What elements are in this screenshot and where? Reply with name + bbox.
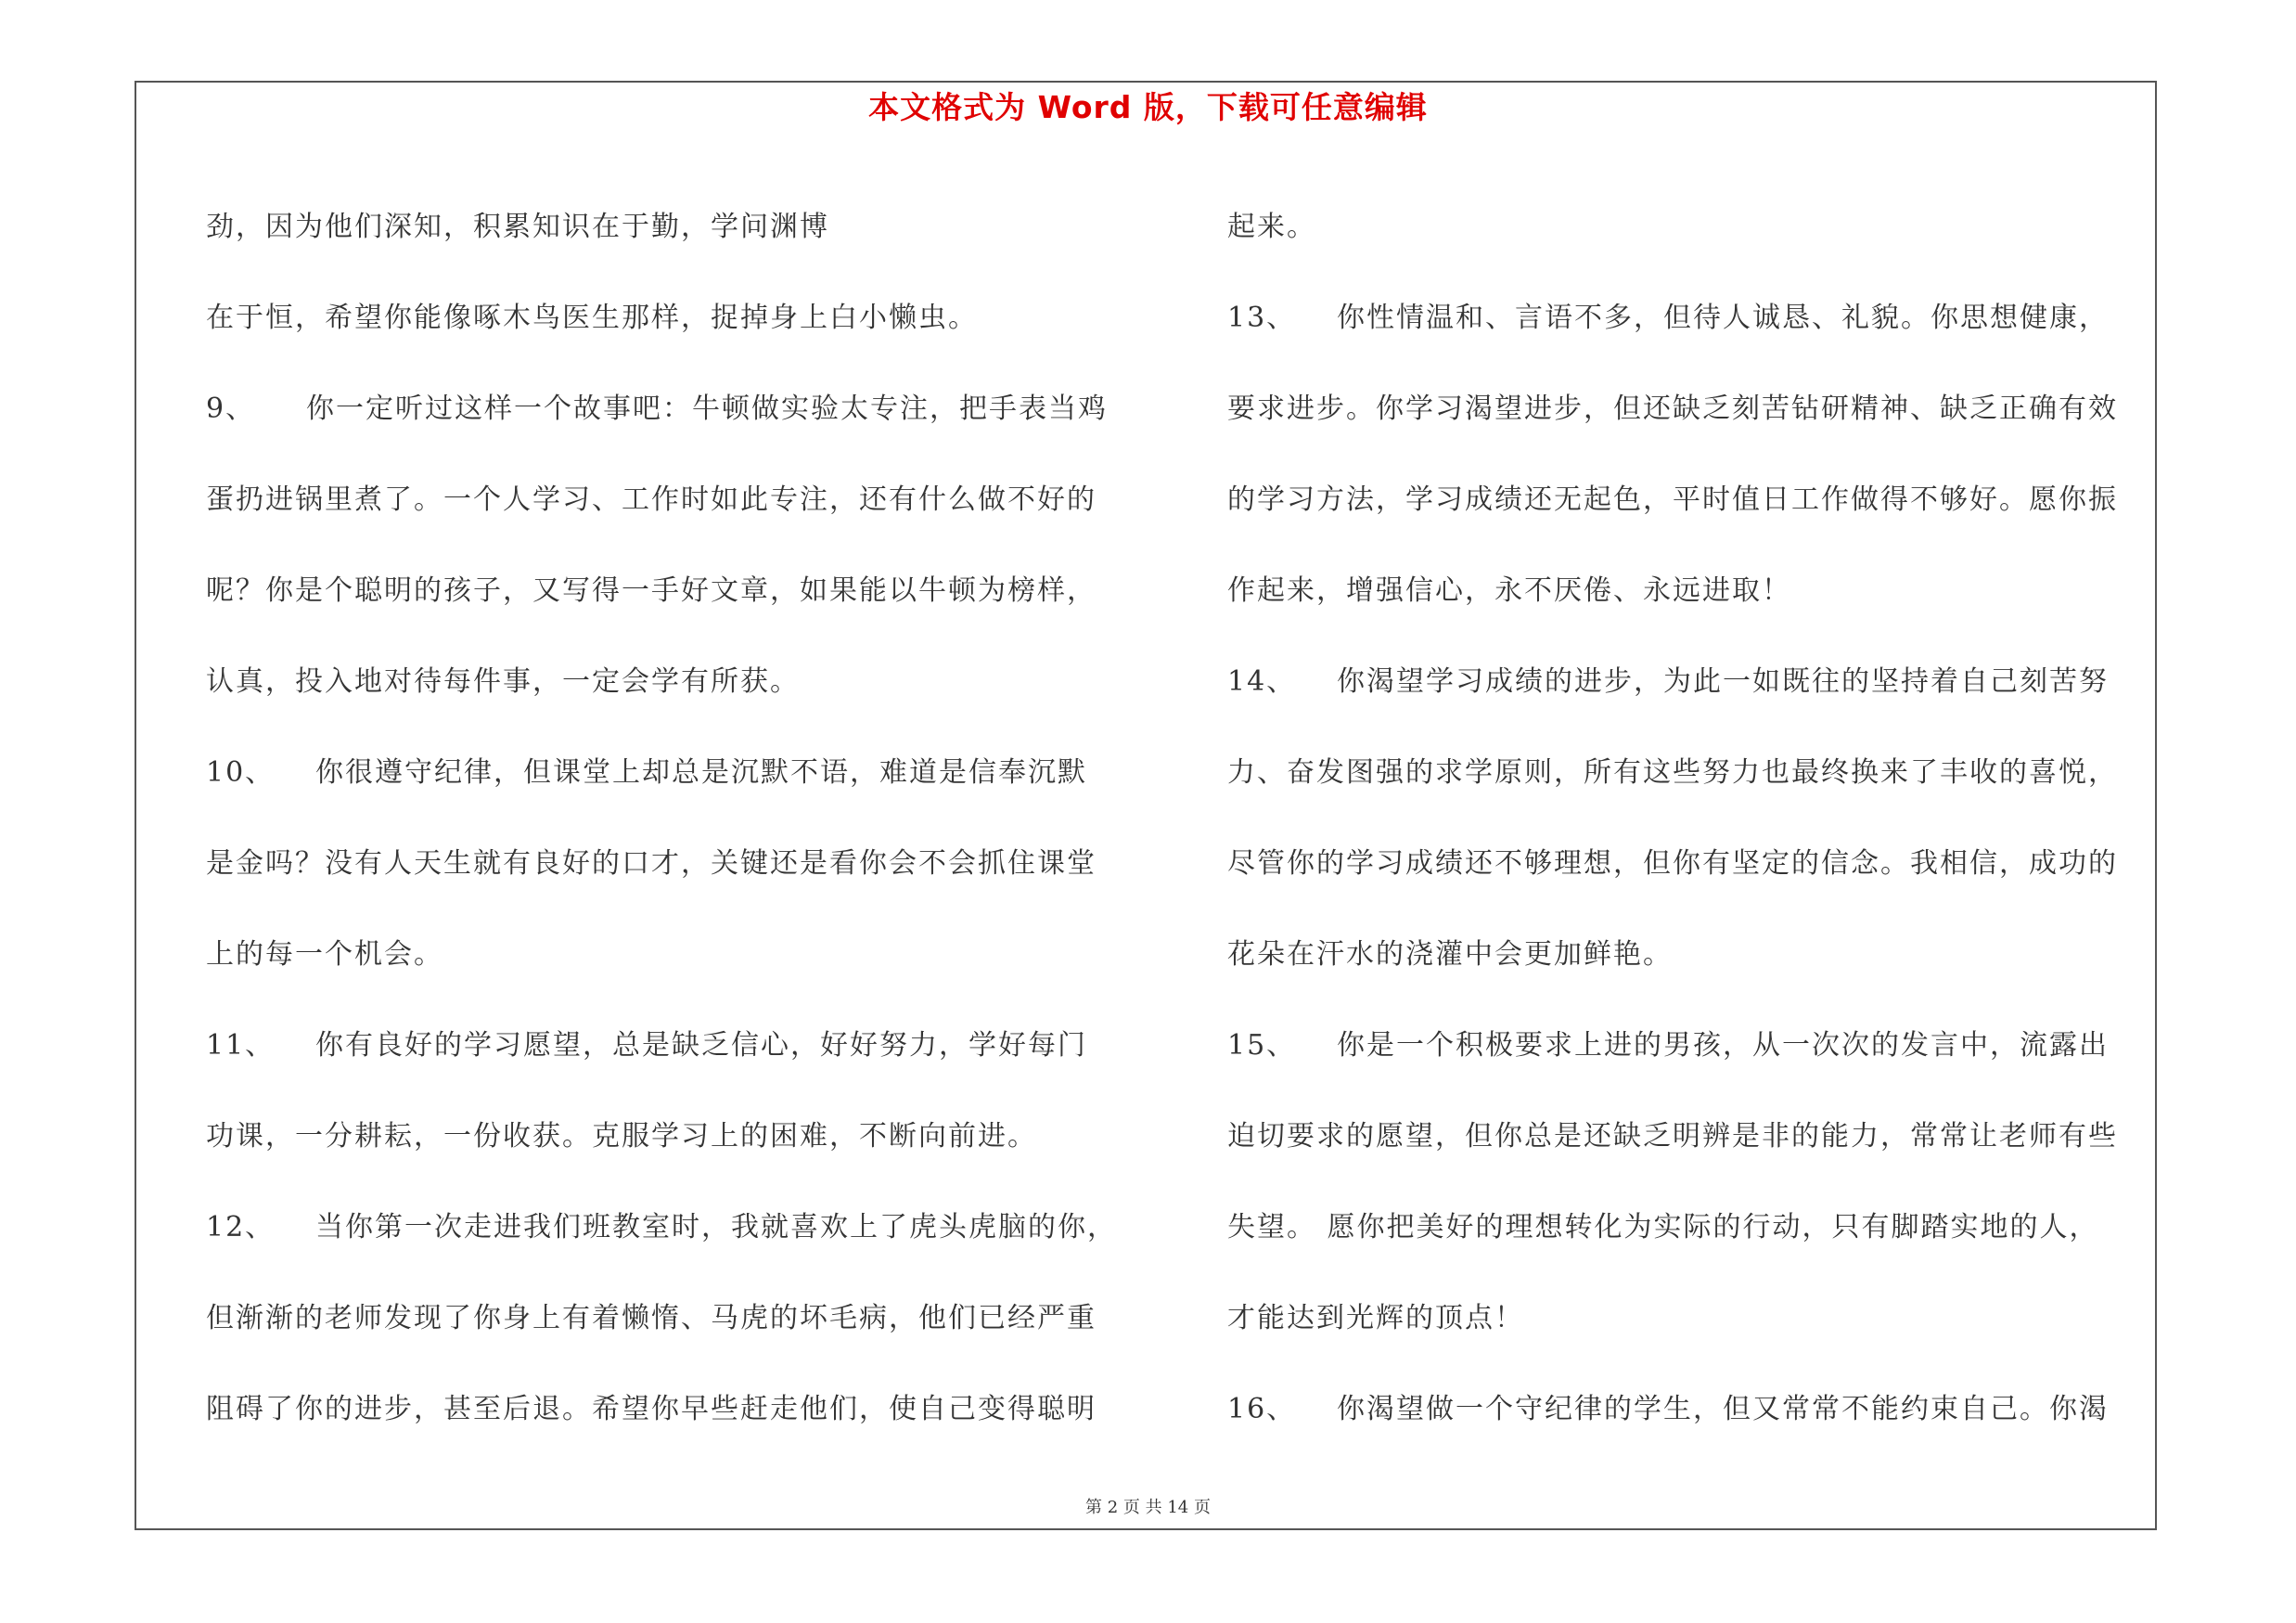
item-number: 14、 [1227, 665, 1297, 698]
line-text: 失望。 愿你把美好的理想转化为实际的行动，只有脚踏实地的人， [1227, 1211, 2099, 1243]
line-text: 你性情温和、言语不多，但待人诚恳、礼貌。你思想健康， [1337, 302, 2109, 334]
line-text: 你一定听过这样一个故事吧：牛顿做实验太专注，把手表当鸡 [306, 393, 1108, 425]
text-line [1227, 728, 2155, 818]
line-text: 但渐渐的老师发现了你身上有着懒惰、马虎的坏毛病，他们已经严重 [206, 1302, 1097, 1334]
text-line [1227, 818, 2155, 909]
text-line [206, 182, 1152, 273]
line-text: 你有良好的学习愿望，总是缺乏信心，好好努力，学好每门 [315, 1029, 1087, 1062]
line-text: 你很遵守纪律，但课堂上却总是沉默不语，难道是信奉沉默 [315, 756, 1087, 789]
text-line [206, 1000, 1152, 1091]
text-line [206, 364, 1152, 455]
item-number: 12、 [206, 1211, 276, 1243]
line-text: 尽管你的学习成绩还不够理想，但你有坚定的信念。我相信，成功的 [1227, 847, 2118, 880]
line-text: 要求进步。你学习渴望进步，但还缺乏刻苦钻研精神、缺乏正确有效 [1227, 393, 2118, 425]
text-line [206, 546, 1152, 637]
item-number: 11、 [206, 1029, 276, 1062]
line-text: 你渴望学习成绩的进步，为此一如既往的坚持着自己刻苦努 [1337, 665, 2109, 698]
page-number: 第 2 页 共 14 页 [1085, 1498, 1211, 1517]
text-line [206, 273, 1152, 364]
line-text: 是金吗？没有人天生就有良好的口才，关键还是看你会不会抓住课堂 [206, 847, 1097, 880]
line-text: 你渴望做一个守纪律的学生，但又常常不能约束自己。你渴 [1337, 1393, 2109, 1425]
text-line [1227, 1000, 2155, 1091]
text-line [206, 1182, 1152, 1273]
text-line [1227, 455, 2155, 546]
text-line [206, 1091, 1152, 1182]
text-line [206, 637, 1152, 728]
left-column [206, 182, 1152, 1455]
line-text: 的学习方法，学习成绩还无起色，平时值日工作做得不够好。愿你振 [1227, 483, 2118, 516]
line-text: 劲，因为他们深知，积累知识在于勤，学问渊博 [206, 211, 829, 243]
text-line [1227, 546, 2155, 637]
line-text: 认真，投入地对待每件事，一定会学有所获。 [206, 665, 800, 698]
line-text: 花朵在汗水的浇灌中会更加鲜艳。 [1227, 938, 1673, 971]
text-line [1227, 182, 2155, 273]
text-line [206, 1273, 1152, 1364]
line-text: 起来。 [1227, 211, 1316, 243]
line-text: 功课，一分耕耘，一份收获。克服学习上的困难，不断向前进。 [206, 1120, 1037, 1153]
right-column [1227, 182, 2155, 1455]
text-line [1227, 273, 2155, 364]
line-text: 上的每一个机会。 [206, 938, 443, 971]
text-line [1227, 364, 2155, 455]
text-line [1227, 909, 2155, 1000]
text-line [206, 455, 1152, 546]
header-banner: 本文格式为 Word 版，下载可任意编辑 [868, 89, 1428, 125]
line-text: 作起来，增强信心，永不厌倦、永远进取！ [1227, 574, 1791, 607]
text-line [206, 818, 1152, 909]
line-text: 阻碍了你的进步，甚至后退。希望你早些赶走他们，使自己变得聪明 [206, 1393, 1097, 1425]
item-number: 15、 [1227, 1029, 1297, 1062]
text-line [1227, 1364, 2155, 1455]
line-text: 迫切要求的愿望，但你总是还缺乏明辨是非的能力，常常让老师有些 [1227, 1120, 2118, 1153]
text-line [1227, 1091, 2155, 1182]
text-line [206, 909, 1152, 1000]
text-line [1227, 637, 2155, 728]
item-number: 10、 [206, 756, 276, 789]
item-number: 16、 [1227, 1393, 1297, 1425]
text-line [1227, 1273, 2155, 1364]
text-line [1227, 1182, 2155, 1273]
line-text: 蛋扔进锅里煮了。一个人学习、工作时如此专注，还有什么做不好的 [206, 483, 1097, 516]
line-text: 呢？你是个聪明的孩子，又写得一手好文章，如果能以牛顿为榜样， [206, 574, 1097, 607]
text-line [206, 1364, 1152, 1455]
item-number: 13、 [1227, 302, 1297, 334]
line-text: 当你第一次走进我们班教室时，我就喜欢上了虎头虎脑的你， [315, 1211, 1117, 1243]
item-number: 9、 [206, 393, 256, 425]
line-text: 在于恒，希望你能像啄木鸟医生那样，捉掉身上白小懒虫。 [206, 302, 978, 334]
line-text: 你是一个积极要求上进的男孩，从一次次的发言中，流露出 [1337, 1029, 2109, 1062]
line-text: 力、奋发图强的求学原则，所有这些努力也最终换来了丰收的喜悦， [1227, 756, 2118, 789]
text-line [206, 728, 1152, 818]
line-text: 才能达到光辉的顶点！ [1227, 1302, 1524, 1334]
